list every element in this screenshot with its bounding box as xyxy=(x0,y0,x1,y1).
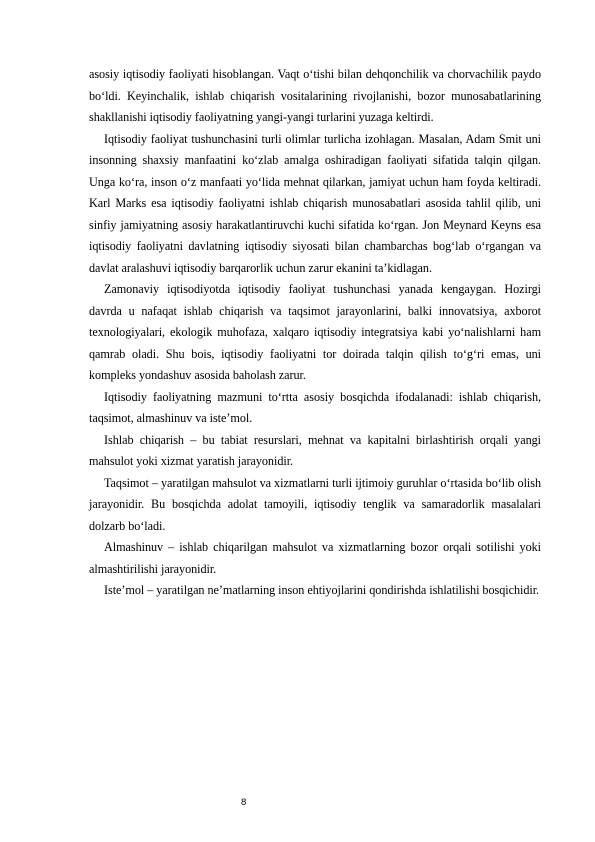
page-number: 8 xyxy=(241,797,247,808)
paragraph-production: Ishlab chiqarish – bu tabiat resurslari, mehnat va kapitalni birlashtirish orqali yangi mahsulot yoki xizmat yaratish jarayonidir. xyxy=(89,432,541,468)
document-page xyxy=(89,64,541,602)
paragraph-distribution: Taqsimot – yaratilgan mahsulot va xizmatlarni turli ijtimoiy guruhlar o‘rtasida bo‘lib olish jarayonidir. Bu bosqichda adolat tamoyili, iqtisodiy tenglik va samaradorlik masalalari dolzarb bo‘ladi. xyxy=(89,475,541,533)
paragraph-definitions-by-scholars: Iqtisodiy faoliyat tushunchasini turli olimlar turlicha izohlagan. Masalan, Adam Smit uni insonning shaxsiy manfaatini ko‘zlab amalga oshiradigan faoliyati sifatida talqin qilgan. Unga ko‘ra, inson o‘z manfaati yo‘lida mehnat qilarkan, jamiyat uchun ham foyda keltiradi. Karl Marks esa iqtisodiy faoliyatni ishlab chiqarish munosabatlari asosida tahlil qilib, uni sinfiy jamiyatning asosiy harakatlantiruvchi kuchi sifatida ko‘rgan. Jon Meynard Keyns esa iqtisodiy faoliyatni davlatning iqtisodiy siyosati bilan chambarchas bog‘lab o‘rgangan va davlat aralashuvi iqtisodiy barqarorlik uchun zarur ekanini ta’kidlagan. xyxy=(89,131,541,275)
paragraph-four-stages: Iqtisodiy faoliyatning mazmuni to‘rtta asosiy bosqichda ifodalanadi: ishlab chiqarish, taqsimot, almashinuv va iste’mol. xyxy=(89,389,541,425)
paragraph-continuation: asosiy iqtisodiy faoliyati hisoblangan. Vaqt o‘tishi bilan dehqonchilik va chorvachilik paydo bo‘ldi. Keyinchalik, ishlab chiqarish vositalarining rivojlanishi, bozor munosabatlarining shakllanishi iqtisodiy faoliyatning yangi-yangi turlarini yuzaga keltirdi. xyxy=(89,67,541,124)
paragraph-exchange: Almashinuv – ishlab chiqarilgan mahsulot va xizmatlarning bozor orqali sotilishi yoki almashtirilishi jarayonidir. xyxy=(89,540,541,576)
paragraph-modern-economy: Zamonaviy iqtisodiyotda iqtisodiy faoliyat tushunchasi yanada kengaygan. Hozirgi davrda u nafaqat ishlab chiqarish va taqsimot jarayonlarini, balki innovatsiya, axborot texnologiyalari, ekologik muhofaza, xalqaro iqtisodiy integratsiya kabi yo‘nalishlarni ham qamrab oladi. Shu bois, iqtisodiy faoliyatni tor doirada talqin qilish to‘g‘ri emas, uni kompleks yondashuv asosida baholash zarur. xyxy=(89,282,541,382)
paragraph-consumption: Iste’mol – yaratilgan ne’matlarning inson ehtiyojlarini qondirishda ishlatilishi bosqichidir. xyxy=(104,583,540,597)
